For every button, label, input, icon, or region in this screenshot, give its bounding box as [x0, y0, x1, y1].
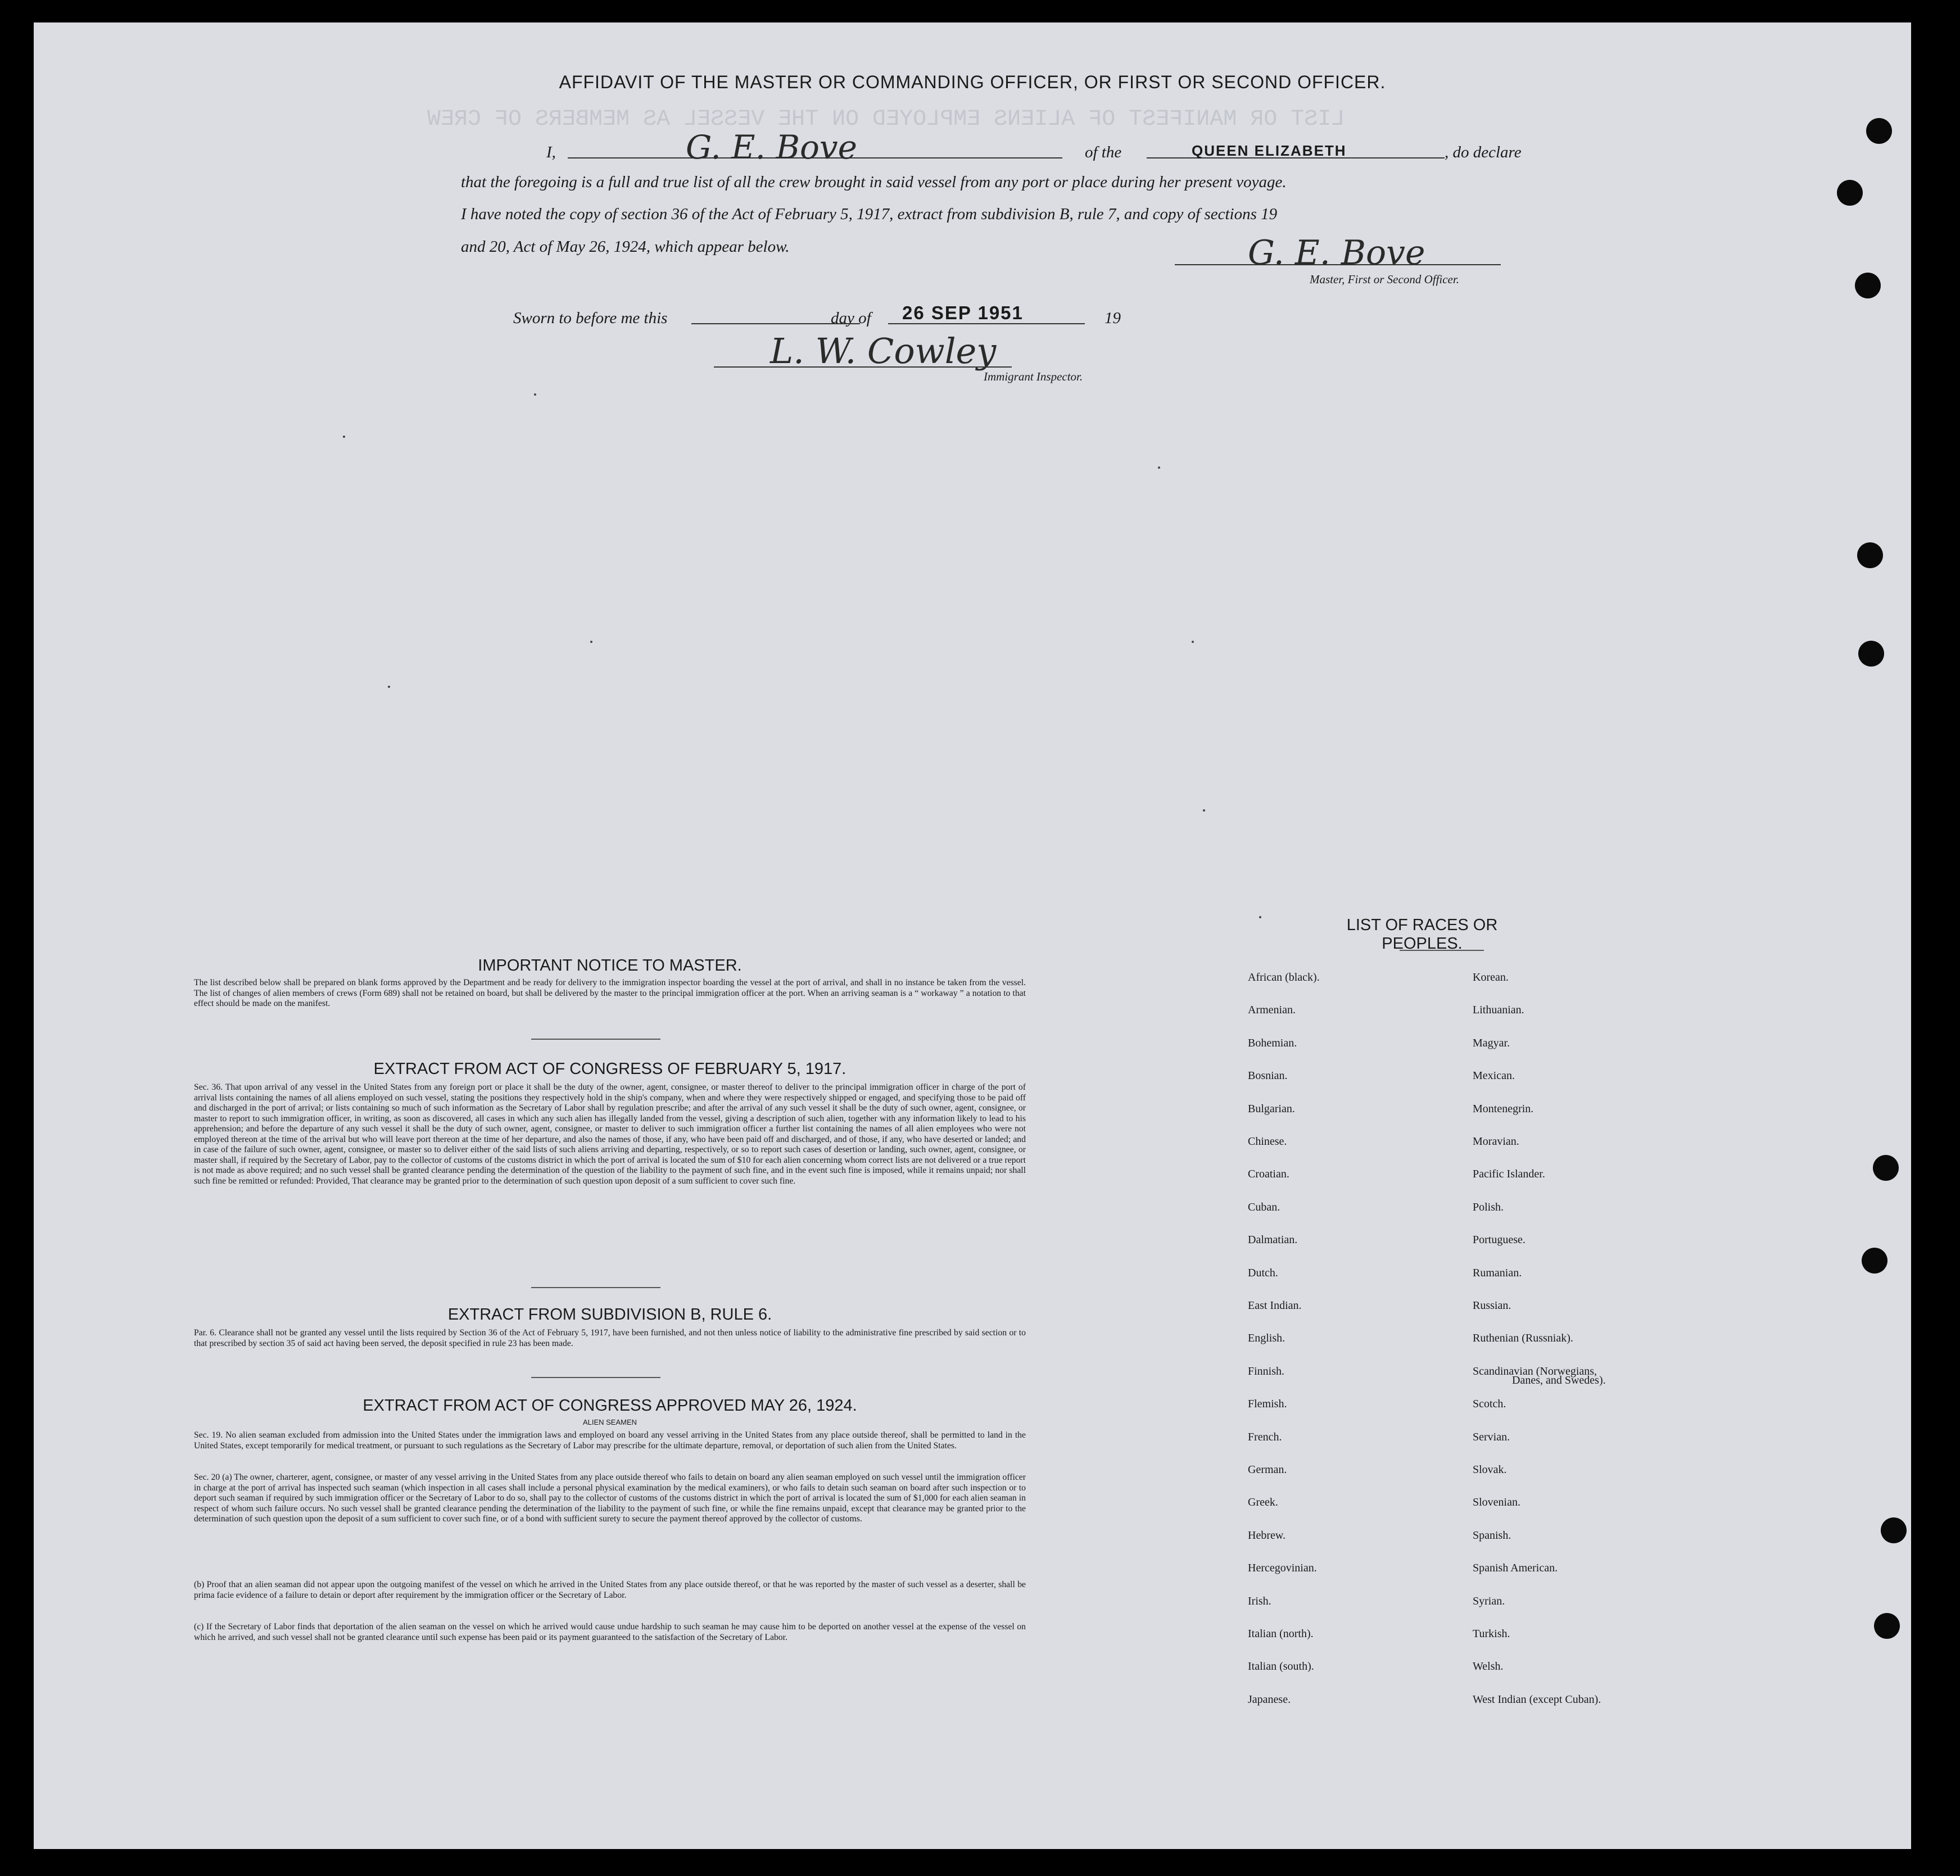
affidavit-text-line3: I have noted the copy of section 36 of the Act of February 5, 1917, extract from subdivision B, rule 7, and copy of sections 19	[461, 205, 1278, 223]
race-item: Armenian.	[1248, 1004, 1296, 1016]
race-item: Scandinavian (Norwegians,	[1473, 1365, 1597, 1377]
extract-1924-heading: EXTRACT FROM ACT OF CONGRESS APPROVED MAY 26, 1924.	[363, 1397, 857, 1415]
document-page	[34, 22, 1911, 1849]
affidavit-text-line2: that the foregoing is a full and true list of all the crew brought in said vessel from any port or place during her present voyage.	[461, 173, 1287, 191]
race-item: Cuban.	[1248, 1201, 1280, 1213]
section-divider	[531, 1039, 660, 1040]
vessel-name-stamp: QUEEN ELIZABETH	[1192, 142, 1347, 159]
race-item: West Indian (except Cuban).	[1473, 1693, 1601, 1706]
race-item: Turkish.	[1473, 1628, 1510, 1640]
race-item: Spanish.	[1473, 1529, 1511, 1542]
notice-heading: IMPORTANT NOTICE TO MASTER.	[478, 957, 742, 975]
extract-1924-sec19: Sec. 19. No alien seaman excluded from admission into the United States under the immigration laws and employed on board any vessel arriving in the United States from any place outside thereof, shall be permitted to land in the United States, except temporarily for medical treatment, or pursuant to such regulations as the Secretary of Labor may prescribe for the ultimate departure, removal, or deportation of such alien from the United States.	[194, 1430, 1026, 1451]
race-item: Bulgarian.	[1248, 1103, 1295, 1115]
races-list-title: LIST OF RACES OR PEOPLES.	[1346, 916, 1498, 953]
section-divider	[531, 1287, 660, 1288]
race-item: Flemish.	[1248, 1398, 1287, 1410]
race-item: Servian.	[1473, 1431, 1510, 1443]
punch-hole	[1866, 118, 1892, 144]
race-item: Welsh.	[1473, 1660, 1504, 1673]
master-label: Master, First or Second Officer.	[1310, 273, 1459, 286]
bleed-through-text: LIST OR MANIFEST OF ALIENS EMPLOYED ON THE VESSEL AS MEMBERS OF CREW	[427, 107, 1345, 132]
sworn-year: 19	[1105, 309, 1121, 327]
affidavit-i: I,	[546, 143, 556, 161]
punch-hole	[1858, 641, 1884, 667]
race-item: German.	[1248, 1463, 1287, 1476]
race-item: Italian (south).	[1248, 1660, 1314, 1673]
punch-hole	[1862, 1248, 1887, 1274]
master-signature-line	[1175, 264, 1501, 265]
affidavit-title: AFFIDAVIT OF THE MASTER OR COMMANDING OFFICER, OR FIRST OR SECOND OFFICER.	[559, 72, 1386, 92]
race-item: Spanish American.	[1473, 1562, 1558, 1574]
race-item: Mexican.	[1473, 1070, 1515, 1082]
race-item: Syrian.	[1473, 1595, 1505, 1607]
master-signature: G. E. Bove	[1248, 233, 1425, 273]
speck	[388, 686, 390, 688]
race-item: Slovenian.	[1473, 1496, 1520, 1508]
extract-1924-sec20b: (b) Proof that an alien seaman did not appear upon the outgoing manifest of the vessel on which he arrived in the United States from any place outside thereof, or that he was reported by the master of such vessel as a deserter, shall be prima facie evidence of a failure to detain or deport after requirement by the immigration officer or the Secretary of Labor.	[194, 1580, 1026, 1600]
extract-rule6-text: Par. 6. Clearance shall not be granted any vessel until the lists required by Section 36 of the Act of February 5, 1917, have been furnished, and not then unless notice of liability to the administrative fine prescribed by said section or to that prescribed by section 35 of said act having been served, the deposit specified in rule 23 has been made.	[194, 1328, 1026, 1348]
punch-hole	[1881, 1517, 1907, 1543]
race-item: Finnish.	[1248, 1365, 1285, 1377]
race-item: English.	[1248, 1332, 1285, 1344]
race-item: Slovak.	[1473, 1463, 1507, 1476]
race-item: Greek.	[1248, 1496, 1278, 1508]
race-item: Korean.	[1473, 971, 1509, 984]
speck	[1158, 466, 1160, 469]
races-title-divider	[1400, 950, 1484, 951]
sworn-date-stamp: 26 SEP 1951	[902, 302, 1024, 323]
race-item: Lithuanian.	[1473, 1004, 1524, 1016]
alien-seamen-subheading: ALIEN SEAMEN	[582, 1418, 637, 1426]
race-item: Rumanian.	[1473, 1267, 1522, 1279]
inspector-label: Immigrant Inspector.	[984, 370, 1083, 383]
race-item: Pacific Islander.	[1473, 1168, 1545, 1180]
affidavit-of-the: of the	[1085, 143, 1122, 161]
extract-1924-sec20c: (c) If the Secretary of Labor finds that deportation of the alien seaman on the vessel on which he arrived would cause undue hardship to such seaman he may cause him to be deported on another vessel at the expense of the vessel on which he arrived, and such vessel shall not be granted clearance until such expense has been paid or its payment guaranteed to the satisfaction of the Secretary of Labor.	[194, 1622, 1026, 1642]
punch-hole	[1837, 180, 1863, 206]
speck	[1192, 641, 1194, 643]
sworn-prefix: Sworn to before me this	[513, 309, 668, 327]
section-divider	[531, 1377, 660, 1378]
race-item: French.	[1248, 1431, 1282, 1443]
speck	[1203, 809, 1205, 812]
race-item: Dutch.	[1248, 1267, 1278, 1279]
race-item: Hebrew.	[1248, 1529, 1286, 1542]
race-item: Danes, and Swedes).	[1512, 1374, 1606, 1386]
master-name-signature: G. E. Bove	[686, 128, 857, 166]
race-item: Irish.	[1248, 1595, 1271, 1607]
race-item: Japanese.	[1248, 1693, 1291, 1706]
race-item: Magyar.	[1473, 1037, 1510, 1049]
race-item: Polish.	[1473, 1201, 1504, 1213]
race-item: African (black).	[1248, 971, 1320, 984]
race-item: Bosnian.	[1248, 1070, 1288, 1082]
extract-1917-heading: EXTRACT FROM ACT OF CONGRESS OF FEBRUARY 5, 1917.	[373, 1060, 847, 1078]
inspector-signature-line	[714, 366, 1012, 368]
notice-text: The list described below shall be prepared on blank forms approved by the Department and be ready for delivery to the immigration inspector boarding the vessel at the port of arrival, and shall in no instance be taken from the vessel. The list of changes of alien members of crews (Form 689) shall not be retained on board, but shall be delivered by the master to the principal immigration officer at the port. When an arriving seaman is a “ workaway ” a notation to that effect should be made on the manifest.	[194, 978, 1026, 1008]
race-item: Hercegovinian.	[1248, 1562, 1317, 1574]
race-item: Portuguese.	[1473, 1234, 1526, 1246]
speck	[343, 436, 345, 438]
extract-rule6-heading: EXTRACT FROM SUBDIVISION B, RULE 6.	[447, 1306, 772, 1324]
inspector-signature: L. W. Cowley	[770, 330, 997, 371]
sworn-day-of: day of	[831, 309, 871, 327]
punch-hole	[1874, 1613, 1900, 1639]
race-item: Croatian.	[1248, 1168, 1289, 1180]
punch-hole	[1855, 273, 1881, 298]
race-item: Chinese.	[1248, 1135, 1287, 1148]
race-item: East Indian.	[1248, 1299, 1302, 1312]
punch-hole	[1857, 542, 1883, 568]
speck	[534, 393, 536, 396]
extract-1917-text: Sec. 36. That upon arrival of any vessel in the United States from any foreign port or place it shall be the duty of the owner, agent, consignee, or master thereof to deliver to the principal immigration officer in charge of the port of arrival lists containing the names of all aliens employed on such vessel, stating the positions they respectively hold in the ship's company, when and where they were respectively shipped or engaged, and specifying those to be paid off and discharged in the port of arrival; or lists containing so much of such information as the Secretary of Labor shall by regulation prescribe; and after the arrival of any such vessel it shall be the duty of such owner, agent, consignee, or master to report to such immigration officer, in writing, as soon as discovered, all cases in which any such alien has illegally landed from the vessel, giving a description of such alien, together with any information likely to lead to his apprehension; and before the departure of any such vessel it shall be the duty of such owner, agent, consignee, or master to deliver to such immigration officer a further list containing the names of all alien employees who were not employed thereon at the time of the arrival but who will leave port thereon at the time of her departure, and also the names of those, if any, who have been paid off and discharged, and of those, if any, who have deserted or landed; and in case of the failure of such owner, agent, consignee, or master so to deliver either of the said lists of such aliens arriving and departing, respectively, or so to report such cases of desertion or landing, such owner, agent, consignee, or master shall, if required by the Secretary of Labor, pay to the collector of customs of the customs district in which the port of arrival is located the sum of $10 for each alien concerning whom correct lists are not delivered or a true report is not made as above required; and no such vessel shall be granted clearance pending the determination of the question of the liability to the payment of such fine, and in the event such fine is imposed, while it remains unpaid; nor shall such fine be remitted or refunded: Provided, That clearance may be granted prior to the determination of such question upon deposit of a sum sufficient to cover such fine.	[194, 1082, 1026, 1186]
race-item: Russian.	[1473, 1299, 1511, 1312]
race-item: Bohemian.	[1248, 1037, 1297, 1049]
punch-hole	[1873, 1155, 1899, 1181]
race-item: Ruthenian (Russniak).	[1473, 1332, 1573, 1344]
race-item: Dalmatian.	[1248, 1234, 1298, 1246]
affidavit-do-declare: , do declare	[1445, 143, 1522, 161]
race-item: Montenegrin.	[1473, 1103, 1534, 1115]
race-item: Scotch.	[1473, 1398, 1506, 1410]
affidavit-text-line4: and 20, Act of May 26, 1924, which appear below.	[461, 238, 790, 256]
speck	[590, 641, 592, 643]
speck	[1259, 916, 1261, 918]
race-item: Italian (north).	[1248, 1628, 1314, 1640]
race-item: Moravian.	[1473, 1135, 1519, 1148]
extract-1924-sec20a: Sec. 20 (a) The owner, charterer, agent, consignee, or master of any vessel arriving in the United States from any place outside thereof who fails to detain on board any alien seaman employed on such vessel until the immigration officer in charge at the port of arrival has inspected such seaman (which inspection in all cases shall include a personal physical examination by the medical examiners), or who fails to detain such seaman on board after such inspection or to deport such seaman if required by such immigration officer or the Secretary of Labor to do so, shall pay to the collector of customs of the customs district in which the port of arrival is located the sum of $1,000 for each alien seaman in respect of whom such failure occurs. No such vessel shall be granted clearance pending the determination of the liability to the payment of such fine, or while the fine remains unpaid, except that clearance may be granted prior to the determination of such question upon the deposit of a sum sufficient to cover such fine, or of a bond with sufficient surety to secure the payment thereof approved by the collector of customs.	[194, 1472, 1026, 1524]
